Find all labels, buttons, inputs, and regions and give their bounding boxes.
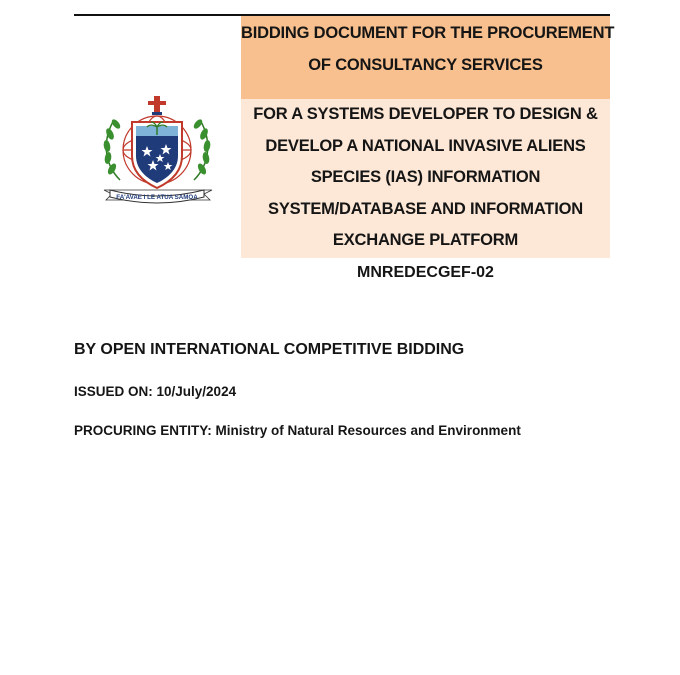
- document-subject-line: SYSTEM/DATABASE AND INFORMATION: [268, 199, 583, 218]
- document-subject-banner: [241, 99, 610, 258]
- document-subject-line: DEVELOP A NATIONAL INVASIVE ALIENS: [265, 136, 586, 155]
- document-subject-line: SPECIES (IAS) INFORMATION: [310, 168, 541, 186]
- shield-icon: [132, 122, 182, 188]
- procurement-method: BY OPEN INTERNATIONAL COMPETITIVE BIDDING: [74, 341, 465, 358]
- procuring-entity-name: Ministry of Natural Resources and Environment: [215, 423, 521, 438]
- coat-of-arms-emblem: [98, 94, 216, 212]
- document-subject-line: EXCHANGE PLATFORM: [332, 231, 519, 249]
- issued-on-label: ISSUED ON:: [74, 384, 157, 399]
- reference-number: MNREDECGEF-02: [357, 264, 494, 281]
- procuring-entity: [74, 422, 521, 440]
- document-title-banner: [241, 16, 615, 99]
- document-title-line: OF CONSULTANCY SERVICES: [308, 55, 543, 74]
- motto-scroll: [104, 190, 212, 203]
- issued-on: [74, 383, 236, 401]
- cross-icon: [148, 96, 166, 115]
- issued-on-date: 10/July/2024: [156, 384, 237, 399]
- motto-text: FA'AVAE I LE ATUA SAMOA: [116, 194, 198, 201]
- procuring-entity-label: PROCURING ENTITY:: [74, 423, 216, 438]
- document-subject-line: FOR A SYSTEMS DEVELOPER TO DESIGN &: [253, 105, 598, 123]
- document-title-line: BIDDING DOCUMENT FOR THE PROCUREMENT: [241, 24, 615, 42]
